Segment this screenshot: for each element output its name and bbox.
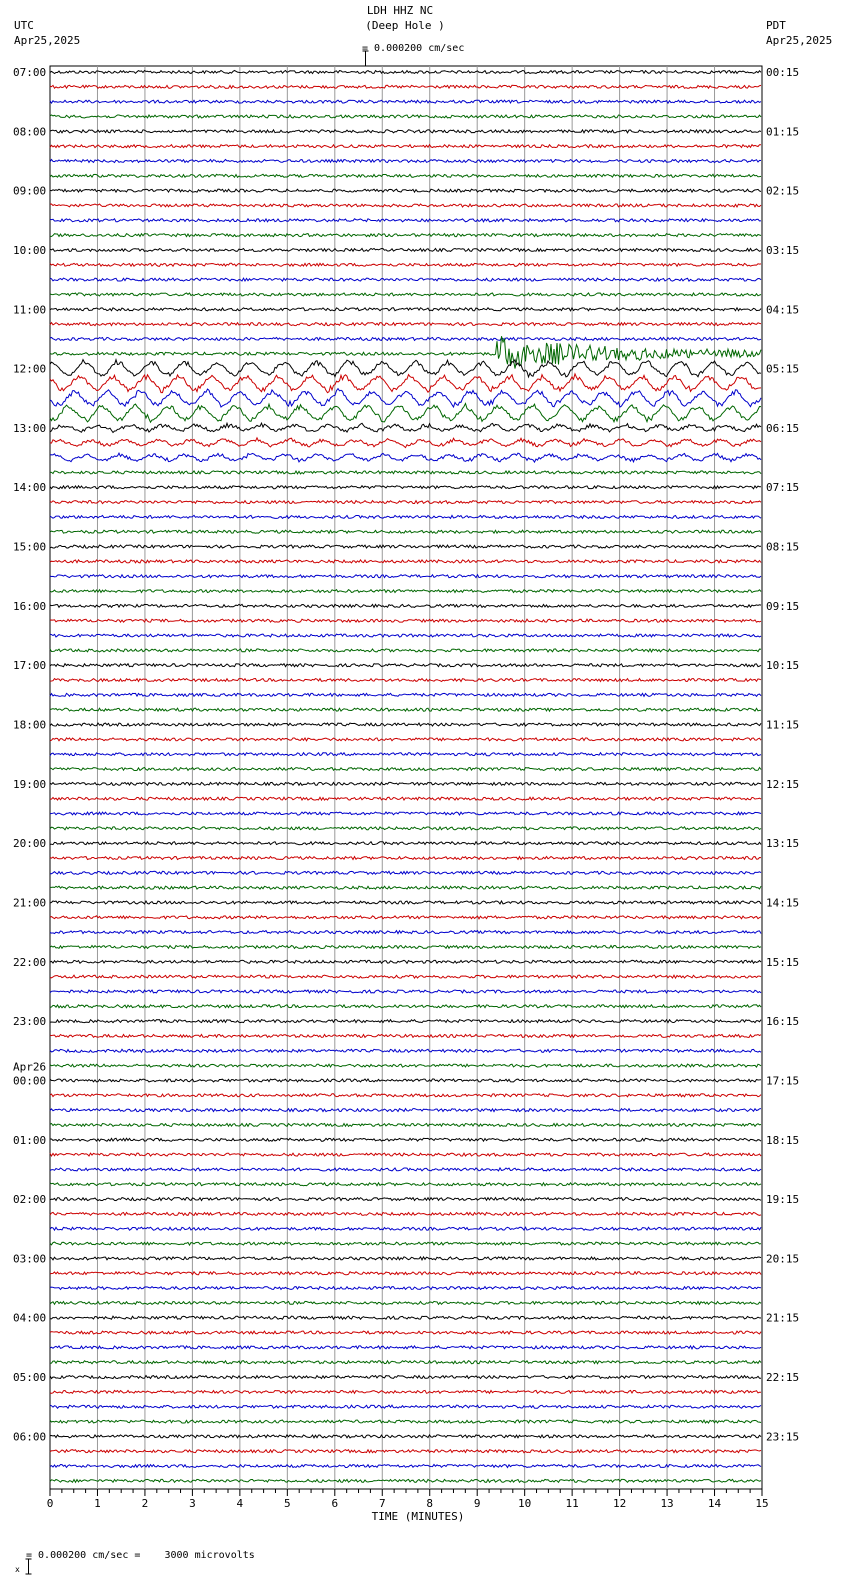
- x-tick-label: 6: [331, 1497, 339, 1510]
- trace-line: [50, 842, 761, 845]
- trace-line: [50, 679, 761, 682]
- pdt-hour-label: 00:15: [766, 66, 800, 79]
- scale-label: = 0.000200 cm/sec: [362, 43, 465, 54]
- trace-line: [50, 323, 761, 326]
- trace-line: [50, 1227, 761, 1230]
- trace-line: [50, 693, 761, 696]
- trace-line: [50, 827, 761, 830]
- utc-hour-label: 08:00: [13, 125, 47, 139]
- trace-line: [50, 1316, 761, 1319]
- trace-line: [50, 471, 761, 474]
- trace-line: [50, 360, 761, 377]
- trace-line: [50, 1242, 761, 1245]
- trace-line: [50, 115, 761, 118]
- trace-line: [50, 1331, 761, 1334]
- x-tick-label: 4: [236, 1497, 244, 1510]
- trace-line: [50, 515, 761, 518]
- x-tick-label: 15: [755, 1497, 769, 1510]
- pdt-hour-label: 19:15: [766, 1193, 800, 1207]
- pdt-hour-label: 07:15: [766, 481, 800, 495]
- trace-line: [50, 1168, 761, 1171]
- pdt-hour-label: 09:15: [766, 599, 800, 613]
- plot-frame: [50, 66, 762, 1489]
- trace-line: [50, 545, 761, 548]
- utc-hour-label: 06:00: [13, 1430, 47, 1444]
- trace-line: [50, 960, 761, 963]
- trace-line: [50, 1390, 761, 1393]
- utc-hour-label: 10:00: [13, 243, 47, 257]
- trace-line: [50, 575, 761, 578]
- utc-hour-label: 12:00: [13, 362, 47, 376]
- trace-line: [50, 738, 761, 741]
- trace-line: [50, 708, 761, 711]
- trace-line: [50, 100, 761, 103]
- pdt-hour-label: 16:15: [766, 1015, 800, 1029]
- trace-line: [50, 219, 761, 222]
- trace-line: [50, 590, 761, 593]
- trace-line: [50, 664, 761, 667]
- utc-hour-label: 05:00: [13, 1371, 47, 1385]
- x-tick-label: 8: [426, 1497, 434, 1510]
- utc-hour-label: 21:00: [13, 896, 47, 910]
- trace-line: [50, 234, 761, 237]
- utc-hour-label: 13:00: [13, 421, 47, 435]
- day-change-label: Apr26: [13, 1060, 47, 1074]
- trace-line: [50, 723, 761, 726]
- trace-line: [50, 374, 761, 393]
- trace-line: [50, 71, 761, 74]
- trace-line: [50, 1138, 761, 1141]
- utc-hour-label: 19:00: [13, 777, 47, 791]
- trace-line: [50, 560, 761, 563]
- trace-line: [50, 812, 761, 815]
- pdt-hour-label: 04:15: [766, 303, 800, 317]
- pdt-hour-label: 17:15: [766, 1074, 800, 1088]
- x-tick-label: 3: [189, 1497, 196, 1510]
- trace-line: [50, 1435, 761, 1438]
- trace-line: [50, 160, 761, 163]
- trace-line: [50, 423, 761, 432]
- trace-line: [50, 619, 761, 622]
- utc-hour-label: 16:00: [13, 599, 47, 613]
- pdt-hour-label: 20:15: [766, 1252, 800, 1266]
- utc-hour-label: 02:00: [13, 1193, 47, 1207]
- utc-hour-label: 20:00: [13, 837, 47, 851]
- trace-line: [50, 1049, 761, 1052]
- trace-line: [50, 501, 761, 504]
- trace-line: [50, 946, 761, 949]
- trace-line: [50, 145, 761, 148]
- pdt-hour-label: 14:15: [766, 896, 800, 910]
- trace-line: [50, 1005, 761, 1008]
- trace-line: [50, 1212, 761, 1215]
- trace-line: [50, 886, 761, 889]
- trace-line: [50, 204, 761, 207]
- trace-line: [50, 1465, 761, 1468]
- x-tick-label: 12: [612, 1497, 627, 1510]
- utc-hour-label: 09:00: [13, 184, 47, 198]
- left-timezone: UTC: [14, 19, 34, 32]
- station-location: (Deep Hole ): [365, 19, 445, 32]
- right-timezone: PDT: [766, 19, 786, 32]
- trace-line: [50, 649, 761, 652]
- x-tick-label: 2: [141, 1497, 149, 1510]
- pdt-hour-label: 01:15: [766, 125, 800, 139]
- x-tick-label: 14: [707, 1497, 722, 1510]
- trace-line: [50, 530, 761, 533]
- trace-line: [50, 85, 761, 88]
- trace-line: [50, 782, 761, 785]
- trace-line: [50, 1020, 761, 1023]
- trace-line: [50, 1420, 761, 1423]
- trace-line: [50, 1183, 761, 1186]
- trace-line: [50, 1479, 761, 1482]
- x-tick-label: 13: [660, 1497, 674, 1510]
- trace-line: [50, 931, 761, 934]
- left-date: Apr25,2025: [14, 34, 81, 47]
- trace-line: [50, 1405, 761, 1408]
- footer-scale-icon: [2, 1546, 22, 1574]
- utc-hour-label: 17:00: [13, 659, 47, 673]
- utc-hour-label: 18:00: [13, 718, 47, 732]
- trace-line: [50, 1450, 761, 1453]
- trace-line: [50, 308, 761, 311]
- trace-line: [50, 174, 761, 177]
- utc-hour-label: 00:00: [13, 1074, 47, 1088]
- pdt-hour-label: 03:15: [766, 243, 800, 257]
- x-tick-label: 10: [518, 1497, 532, 1510]
- trace-line: [50, 901, 761, 904]
- station-title: LDH HHZ NC: [366, 4, 434, 17]
- trace-line: [50, 336, 761, 368]
- utc-hour-label: 03:00: [13, 1252, 47, 1266]
- trace-line: [50, 486, 761, 489]
- trace-line: [50, 797, 761, 800]
- trace-line: [50, 1153, 761, 1156]
- pdt-hour-label: 11:15: [766, 718, 800, 732]
- trace-line: [50, 337, 761, 340]
- trace-line: [50, 1198, 761, 1201]
- pdt-hour-label: 06:15: [766, 421, 800, 435]
- trace-line: [50, 1272, 761, 1275]
- trace-line: [50, 1346, 761, 1349]
- trace-line: [50, 916, 761, 919]
- pdt-hour-label: 05:15: [766, 362, 800, 376]
- trace-line: [50, 990, 761, 993]
- trace-line: [50, 130, 761, 133]
- pdt-hour-label: 18:15: [766, 1133, 800, 1147]
- pdt-hour-label: 02:15: [766, 184, 800, 198]
- trace-line: [50, 453, 761, 462]
- utc-hour-label: 14:00: [13, 481, 47, 495]
- trace-line: [50, 1109, 761, 1112]
- pdt-hour-label: 12:15: [766, 777, 800, 791]
- trace-line: [50, 263, 761, 266]
- trace-line: [50, 1301, 761, 1304]
- trace-line: [50, 189, 761, 192]
- trace-line: [50, 438, 761, 448]
- trace-line: [50, 1287, 761, 1290]
- pdt-hour-label: 13:15: [766, 837, 800, 851]
- trace-line: [50, 1064, 761, 1067]
- utc-hour-label: 07:00: [13, 66, 47, 79]
- trace-line: [50, 249, 761, 252]
- trace-line: [50, 389, 761, 408]
- trace-line: [50, 1361, 761, 1364]
- x-tick-label: 0: [46, 1497, 54, 1510]
- x-tick-label: 9: [473, 1497, 481, 1510]
- trace-line: [50, 1376, 761, 1379]
- x-tick-label: 7: [378, 1497, 386, 1510]
- trace-line: [50, 857, 761, 860]
- utc-hour-label: 22:00: [13, 955, 47, 969]
- svg-text:x: x: [15, 1565, 21, 1574]
- trace-line: [50, 975, 761, 978]
- trace-line: [50, 768, 761, 771]
- trace-line: [50, 278, 761, 281]
- trace-line: [50, 293, 761, 296]
- x-axis-title: TIME (MINUTES): [371, 1510, 465, 1523]
- trace-line: [50, 1124, 761, 1127]
- trace-line: [50, 1035, 761, 1038]
- footer-scale-label: = 0.000200 cm/sec = 3000 microvolts: [26, 1550, 255, 1561]
- x-tick-label: 11: [565, 1497, 579, 1510]
- utc-hour-label: 01:00: [13, 1133, 47, 1147]
- trace-line: [50, 604, 761, 607]
- utc-hour-label: 23:00: [13, 1015, 47, 1029]
- trace-line: [50, 634, 761, 637]
- pdt-hour-label: 21:15: [766, 1311, 800, 1325]
- x-tick-label: 5: [284, 1497, 291, 1510]
- pdt-hour-label: 22:15: [766, 1371, 800, 1385]
- utc-hour-label: 15:00: [13, 540, 47, 554]
- trace-line: [50, 1094, 761, 1097]
- utc-hour-label: 04:00: [13, 1311, 47, 1325]
- right-date: Apr25,2025: [766, 34, 833, 47]
- x-tick-label: 1: [94, 1497, 101, 1510]
- pdt-hour-label: 15:15: [766, 955, 800, 969]
- trace-line: [50, 1079, 761, 1082]
- pdt-hour-label: 08:15: [766, 540, 800, 554]
- pdt-hour-label: 10:15: [766, 659, 800, 673]
- trace-line: [50, 753, 761, 756]
- trace-line: [50, 1257, 761, 1260]
- trace-line: [50, 871, 761, 874]
- utc-hour-label: 11:00: [13, 303, 47, 317]
- pdt-hour-label: 23:15: [766, 1430, 800, 1444]
